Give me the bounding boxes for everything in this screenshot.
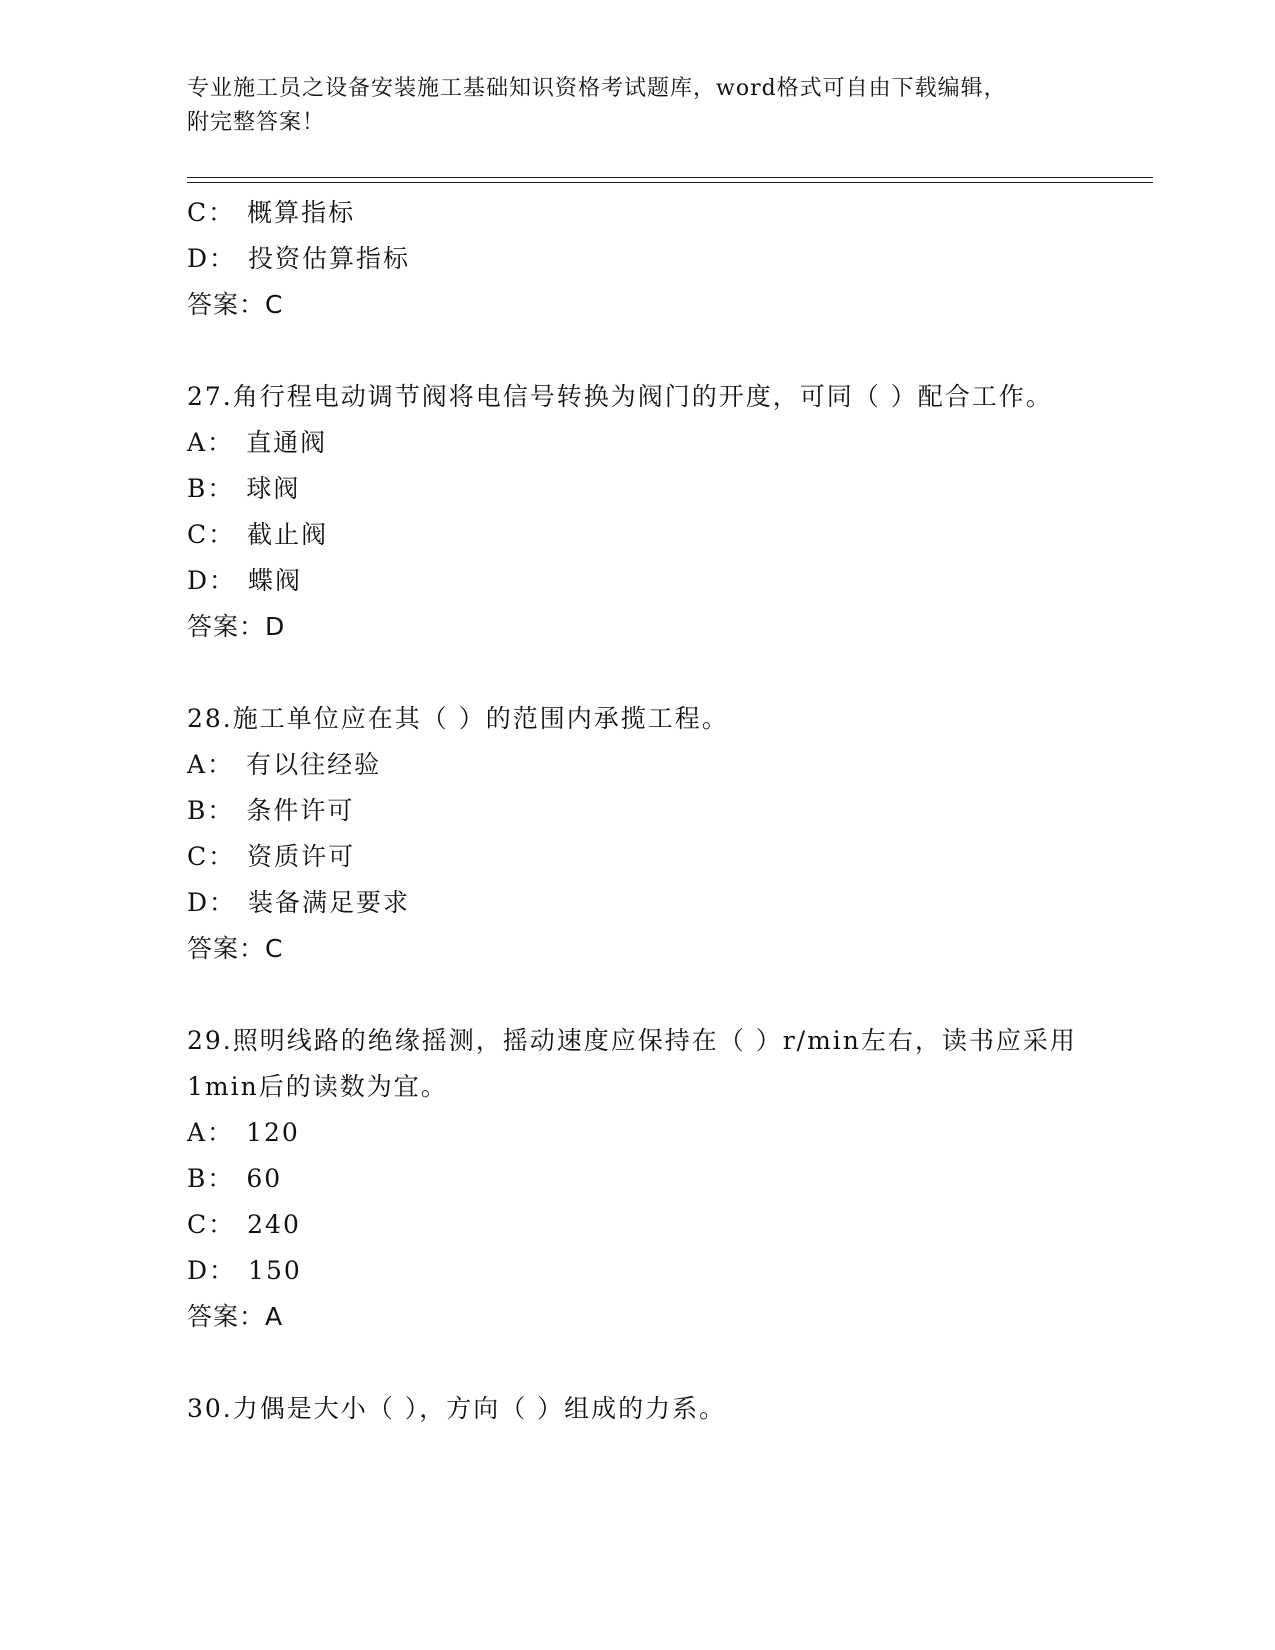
option-text: 截止阀 [247,520,329,549]
option-key: C： [187,520,236,549]
option-text: 条件许可 [246,796,355,825]
option-text: 资质许可 [247,842,356,871]
document-header [187,72,1087,140]
header-divider-bottom [187,182,1153,183]
option-key: B： [187,1164,235,1193]
option-text: 有以往经验 [246,750,382,779]
option-c [187,1202,1087,1248]
option-text: 球阀 [246,474,301,503]
option-text: 投资估算指标 [248,244,411,273]
option-d [187,880,1087,926]
header-line-2: 附完整答案！ [187,110,326,135]
option-a [187,420,1087,466]
option-key: A： [187,750,235,779]
answer-line: 答案：C [187,934,284,963]
option-text: 240 [247,1210,301,1239]
question-block-29 [187,1018,1087,1340]
option-d [187,1248,1087,1294]
question-text: 29.照明线路的绝缘摇测，摇动速度应保持在（ ）r/min左右，读书应采用1min后的读数为宜。 [187,1026,1077,1101]
option-key: C： [187,1210,236,1239]
option-a [187,1110,1087,1156]
header-divider-top [187,177,1153,178]
question-block-28 [187,696,1087,972]
option-key: D： [187,1256,237,1285]
option-d [187,236,1087,282]
option-c [187,512,1087,558]
option-text: 直通阀 [246,428,328,457]
question-list [187,190,1087,1432]
option-text: 120 [246,1118,300,1147]
answer-line: 答案：D [187,612,286,641]
question-text: 27.角行程电动调节阀将电信号转换为阀门的开度，可同（ ）配合工作。 [187,382,1053,411]
question-block-27 [187,374,1087,650]
option-key: C： [187,842,236,871]
option-d [187,558,1087,604]
option-b [187,466,1087,512]
option-text: 60 [246,1164,283,1193]
option-text: 150 [248,1256,302,1285]
option-key: D： [187,566,237,595]
option-text: 装备满足要求 [248,888,411,917]
question-text: 30.力偶是大小（ ），方向（ ）组成的力系。 [187,1394,727,1423]
option-key: B： [187,796,235,825]
option-key: D： [187,244,237,273]
option-text: 概算指标 [247,198,356,227]
option-b [187,1156,1087,1202]
answer-line: 答案：C [187,290,284,319]
answer-line: 答案：A [187,1302,284,1331]
option-text: 蝶阀 [248,566,303,595]
header-line-1: 专业施工员之设备安装施工基础知识资格考试题库，word格式可自由下载编辑， [187,76,1007,101]
option-b [187,788,1087,834]
option-a [187,742,1087,788]
option-key: B： [187,474,235,503]
question-block-30 [187,1386,1087,1432]
option-c [187,190,1087,236]
option-key: C： [187,198,236,227]
question-block-prev [187,190,1087,328]
option-key: A： [187,1118,235,1147]
option-key: D： [187,888,237,917]
question-text: 28.施工单位应在其（ ）的范围内承揽工程。 [187,704,729,733]
option-c [187,834,1087,880]
option-key: A： [187,428,235,457]
